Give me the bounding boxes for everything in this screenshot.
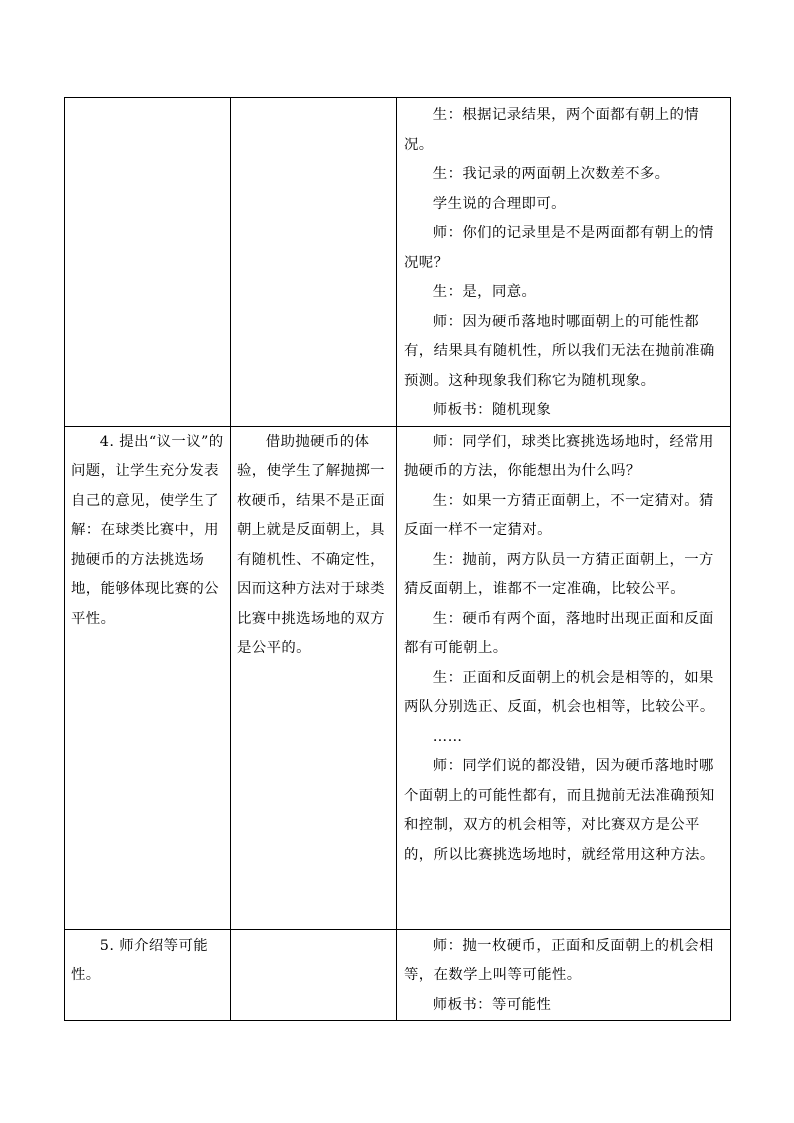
teaching-step-cell <box>65 426 231 929</box>
dialogue-line: 生：我记录的两面朝上次数差不多。 <box>432 166 670 182</box>
dialogue-line: 生：抛前，两方队员一方猜正面朝上，一方猜反面朝上，谁都不一定准确，比较公平。 <box>404 551 714 597</box>
design-intent-cell <box>231 929 397 1021</box>
ellipsis-line: …… <box>432 728 463 745</box>
lesson-plan-table <box>64 97 731 1021</box>
design-intent-text: 借助抛硬币的体验，使学生了解抛掷一枚硬币，结果不是正面朝上就是反面朝上，具有随机性、不确定性，因而这种方法对于球类比赛中挑选场地的双方是公平的。 <box>237 433 385 656</box>
dialogue-line: 生：硬币有两个面，落地时出现正面和反面都有可能朝上。 <box>404 610 714 656</box>
table-row <box>65 426 731 929</box>
classroom-dialogue-cell <box>397 929 731 1021</box>
design-intent-cell <box>231 426 397 929</box>
dialogue-line: 生：是，同意。 <box>432 284 537 300</box>
dialogue-line: 生：正面和反面朝上的机会是相等的，如果两队分别选正、反面，机会也相等，比较公平。 <box>404 669 715 715</box>
blackboard-note: 师板书：随机现象 <box>432 402 552 418</box>
dialogue-line: 师：你们的记录里是不是两面都有朝上的情况呢？ <box>404 225 714 271</box>
teaching-step-text: 5. 师介绍等可能性。 <box>71 937 209 983</box>
dialogue-line: 学生说的合理即可。 <box>432 195 566 212</box>
classroom-dialogue-cell <box>397 98 731 427</box>
classroom-dialogue-cell <box>397 426 731 929</box>
design-intent-text <box>231 930 396 932</box>
table-row <box>65 929 731 1021</box>
dialogue-line: 师：同学们说的都没错，因为硬币落地时哪个面朝上的可能性都有，而且抛前无法准确预知和控制，双方的机会相等，对比赛双方是公平的，所以比赛挑选场地时，就经常用这种方法。 <box>404 758 715 863</box>
dialogue-line: 生：根据记录结果，两个面都有朝上的情况。 <box>404 107 700 153</box>
teaching-step-cell <box>65 929 231 1021</box>
dialogue-line: 师：因为硬币落地时哪面朝上的可能性都有，结果具有随机性，所以我们无法在抛前准确预测。这种现象我们称它为随机现象。 <box>404 313 715 389</box>
dialogue-line: 师：同学们，球类比赛挑选场地时，经常用抛硬币的方法，你能想出为什么吗？ <box>404 433 714 479</box>
dialogue-line: 生：如果一方猜正面朝上，不一定猜对。猜反面一样不一定猜对。 <box>404 492 714 538</box>
design-intent-cell <box>231 98 397 427</box>
teaching-step-text: 4. 提出“议一议”的问题，让学生充分发表自己的意见，使学生了解：在球类比赛中，用抛硬币的方法挑选场地，能够体现比赛的公平性。 <box>71 433 224 627</box>
table-row <box>65 98 731 427</box>
teaching-step-cell <box>65 98 231 427</box>
dialogue-line: 师：抛一枚硬币，正面和反面朝上的机会相等，在数学上叫等可能性。 <box>404 937 714 983</box>
blackboard-note: 师板书：等可能性 <box>432 996 552 1013</box>
